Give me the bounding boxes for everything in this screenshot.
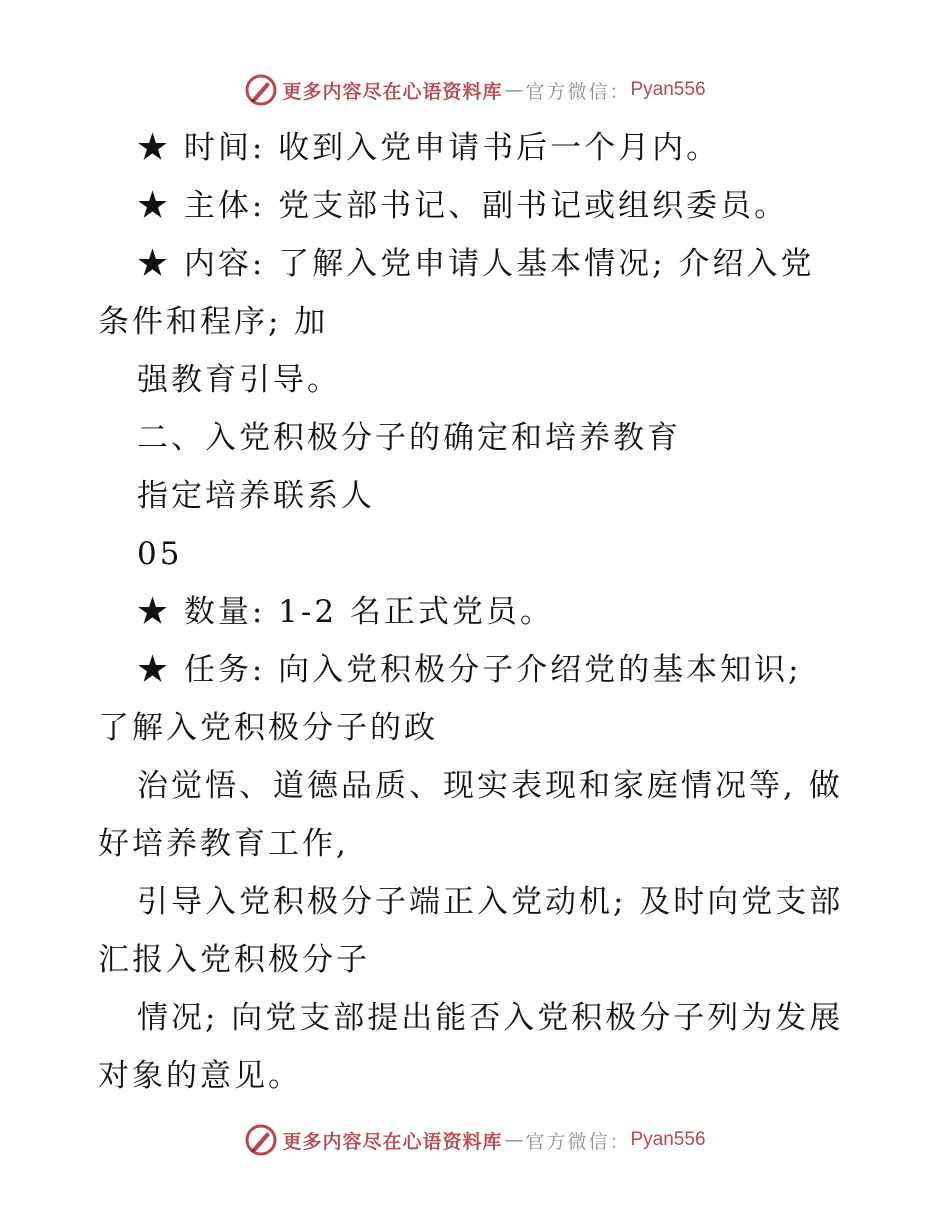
pen-logo-icon	[244, 73, 278, 107]
text-line: 治觉悟、道德品质、现实表现和家庭情况等, 做	[137, 768, 843, 804]
header-watermark	[0, 70, 950, 110]
text-line: ★ 数量: 1-2 名正式党员。	[137, 594, 554, 630]
step-number: 05	[137, 536, 183, 572]
banner-wechat-label: 官方微信：	[525, 80, 631, 103]
text-line: 强教育引导。	[137, 362, 341, 398]
banner-wechat-id: Pyan556	[630, 1129, 706, 1150]
text-line: ★ 时间: 收到入党申请书后一个月内。	[137, 130, 721, 166]
pen-logo-icon	[244, 1123, 278, 1157]
text-line: ★ 主体: 党支部书记、副书记或组织委员。	[137, 188, 789, 224]
text-line: 引导入党积极分子端正入党动机; 及时向党支部	[137, 884, 844, 920]
footer-watermark	[0, 1120, 950, 1160]
subsection-heading: 指定培养联系人	[137, 478, 375, 514]
text-line: ★ 内容: 了解入党申请人基本情况; 介绍入党	[137, 246, 815, 282]
banner-main-text: 更多内容尽在心语资料库	[282, 80, 503, 103]
banner-separator: —	[504, 79, 524, 101]
banner-wechat-id: Pyan556	[630, 79, 706, 100]
section-heading: 二、入党积极分子的确定和培养教育	[137, 420, 681, 456]
text-line: ★ 任务: 向入党积极分子介绍党的基本知识;	[137, 652, 802, 688]
banner-wechat-label: 官方微信：	[525, 1130, 631, 1153]
banner-main-text: 更多内容尽在心语资料库	[282, 1130, 503, 1153]
text-line: 条件和程序; 加	[98, 304, 329, 340]
text-line: 情况; 向党支部提出能否入党积极分子列为发展	[137, 1000, 844, 1036]
text-line: 好培养教育工作,	[98, 826, 349, 862]
text-line: 了解入党积极分子的政	[98, 710, 438, 746]
text-line: 汇报入党积极分子	[98, 942, 370, 978]
text-line: 对象的意见。	[98, 1058, 302, 1094]
banner-separator: —	[504, 1129, 524, 1151]
